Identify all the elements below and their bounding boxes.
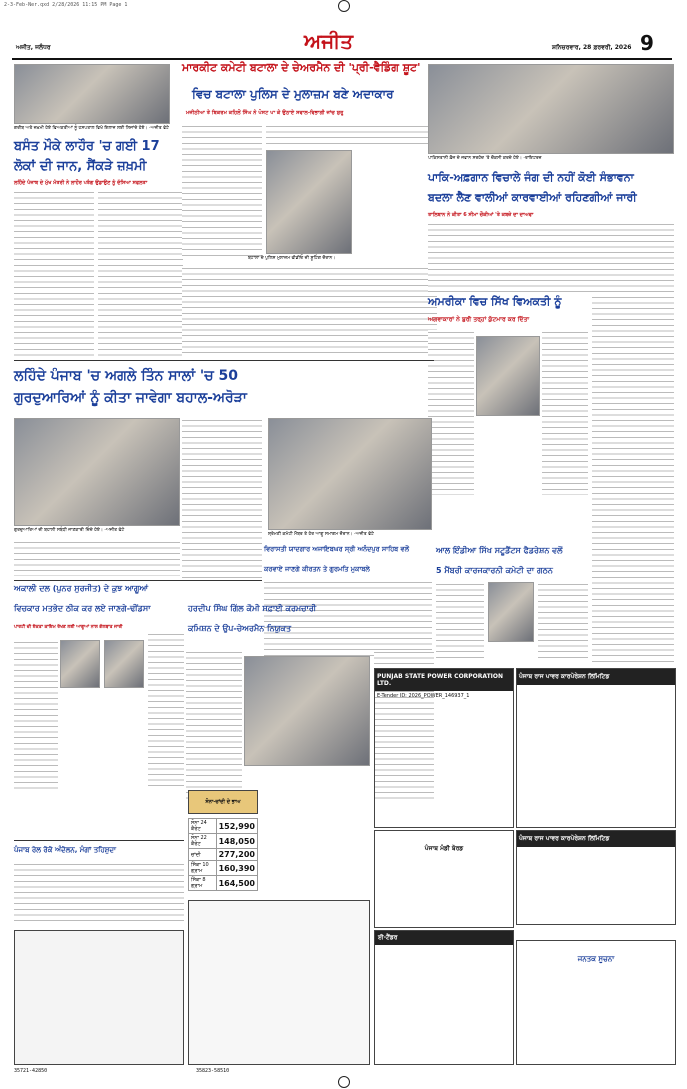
footer-left-code: 35721-42850 <box>14 1068 48 1074</box>
rail-headline: ਪੰਜਾਬ ਰੇਲ ਰੋਕੋ ਅੰਦੋਲਨ, ਮੰਗਾਂ ਤਹਿਸ਼ੁਦਾ <box>14 846 117 854</box>
market-headline-2: ਵਿਚ ਬਟਾਲਾ ਪੁਲਿਸ ਦੇ ਮੁਲਾਜ਼ਮ ਬਣੇ ਅਦਾਕਾਰ <box>192 87 394 101</box>
akali-headline-1: ਅਕਾਲੀ ਦਲ (ਪੁਨਰ ਸੁਰਜੀਤ) ਦੇ ਕੁਝ ਆਗੂਆਂ <box>14 584 149 593</box>
registration-mark-top <box>338 0 350 12</box>
gold-rate-row <box>189 849 258 861</box>
akali-body <box>14 640 58 790</box>
vasant-photo <box>14 64 170 124</box>
federation-headline-1: ਆਲ ਇੰਡੀਆ ਸਿੱਖ ਸਟੂਡੈਂਟਸ ਫੈਡਰੇਸ਼ਨ ਵਲੋਂ <box>436 546 563 555</box>
market-body-2 <box>266 124 436 148</box>
market-photo-caption: ਬਟਾਲਾ ਦੇ ਪੁਲਿਸ ਮੁਲਾਜ਼ਮ ਵੀਡੀਓ ਦੀ ਸ਼ੂਟਿੰਗ ਦੌਰਾਨ। <box>248 256 336 261</box>
market-body-3 <box>182 266 437 356</box>
divider-gurdwara <box>14 360 434 361</box>
pak-afghan-headline-2: ਬਦਲਾ ਲੈਣ ਵਾਲੀਆਂ ਕਾਰਵਾਈਆਂ ਰਹਿਣਗੀਆਂ ਜਾਰੀ <box>428 191 637 204</box>
center-bottom-ad <box>188 900 370 1065</box>
america-headline-2: ਅਗਵਾਕਾਰਾਂ ਨੇ ਬੁਰੀ ਤਰ੍ਹਾਂ ਕੁੱਟਮਾਰ ਕਰ ਦਿੱਤਾ <box>428 316 530 323</box>
right-briefs <box>592 222 674 662</box>
america-body-2 <box>542 330 588 495</box>
gold-rate-value: 152,990 <box>216 819 257 834</box>
vasant-body-2 <box>98 190 183 360</box>
ekjut-photo <box>268 418 432 530</box>
market-body <box>182 124 262 259</box>
vasant-subhead: ਲਹਿੰਦੇ ਪੰਜਾਬ ਦੇ ਮੁੱਖ ਮੰਤਰੀ ਨੇ ਲਾਹੌਰ ਪਤੰਗ ਉਡਾਉਣ ਨੂੰ ਦੱਸਿਆ ਸਫਲਤਾ <box>14 180 148 186</box>
gold-rate-label: ਸਿੱਕਾ 8 ਗ੍ਰਾਮ <box>189 876 217 891</box>
notice-ad <box>374 930 514 1065</box>
akali-photo-1 <box>60 640 100 688</box>
gold-rate-value: 164,500 <box>216 876 257 891</box>
gold-rates-box <box>188 790 258 814</box>
federation-body-2 <box>538 582 588 658</box>
page-number: 9 <box>640 31 654 55</box>
mandi-ad-title: ਪੰਜਾਬ ਮੰਡੀ ਬੋਰਡ <box>424 845 464 852</box>
america-body <box>428 330 474 495</box>
pak-afghan-headline-1: ਪਾਕਿ-ਅਫ਼ਗਾਨ ਵਿਚਾਲੇ ਜੰਗ ਦੀ ਨਹੀਂ ਕੋਈ ਸੰਭਾਵਨਾ <box>428 171 634 184</box>
gold-rate-label: ਚਾਂਦੀ <box>189 849 217 861</box>
public-notice-title: ਜਨਤਕ ਸੂਚਨਾ <box>577 955 615 963</box>
pak-afghan-caption: ਪਾਕਿਸਤਾਨੀ ਫ਼ੌਜ ਦੇ ਜਵਾਨ ਸਰਹੱਦ 'ਤੇ ਚੌਕਸੀ ਕਰਦੇ ਹੋਏ। -ਰਾਇਟਰਜ਼ <box>428 156 542 161</box>
pspcl-punjabi-ad-2 <box>516 830 676 925</box>
registration-mark-bottom <box>338 1076 350 1088</box>
vasant-body <box>14 190 94 360</box>
gurdwara-body-2 <box>14 540 180 576</box>
print-slug: 2-3-Feb-Ner.qxd 2/28/2026 11:15 PM Page 1 <box>4 2 128 8</box>
gold-rate-label: ਸਿੱਕਾ 10 ਗ੍ਰਾਮ <box>189 861 217 876</box>
ekjut-headline-2: ਕਰਵਾਏ ਜਾਣਗੇ ਕੀਰਤਨ ਤੇ ਗੁਰਮਤਿ ਮੁਕਾਬਲੇ <box>264 565 370 573</box>
pspcl-punjabi-ad-title: ਪੰਜਾਬ ਰਾਜ ਪਾਵਰ ਕਾਰਪੋਰੇਸ਼ਨ ਲਿਮਿਟਿਡ <box>517 669 675 685</box>
akali-headline-2: ਵਿਚਕਾਰ ਮਤਭੇਦ ਠੀਕ ਕਰ ਲਏ ਜਾਣਗੇ-ਢੀਂਡਸਾ <box>14 604 151 613</box>
market-subhead: ਮਜੀਠੀਆ ਤੇ ਬਿਕਰਮ ਕਹਿਲੋਂ ਸਿੰਘ ਨੇ ਪੋਸਟ ਪਾ ਕੇ ਉਠਾਏ ਸਵਾਲ-ਵਿਭਾਗੀ ਜਾਂਚ ਸ਼ੁਰੂ <box>186 110 344 116</box>
federation-headline-2: 5 ਮੈਂਬਰੀ ਕਾਰਜਕਾਰਨੀ ਕਮੇਟੀ ਦਾ ਗਠਨ <box>436 566 553 575</box>
gold-rates-table <box>188 818 258 891</box>
pspcl-punjabi-ad <box>516 668 676 828</box>
commission-headline-1: ਹਰਦੀਪ ਸਿੰਘ ਗਿੱਲ ਕੌਮੀ ਸਫ਼ਾਈ ਕਰਮਚਾਰੀ <box>188 604 317 613</box>
ekjut-body <box>264 580 432 658</box>
market-headline-1: ਮਾਰਕੀਟ ਕਮੇਟੀ ਬਟਾਲਾ ਦੇ ਚੇਅਰਮੈਨ ਦੀ 'ਪ੍ਰੀ-ਵੈਡਿੰਗ ਸ਼ੂਟ' <box>182 61 421 74</box>
left-bottom-ad <box>14 930 184 1065</box>
notice-ad-title: ਈ-ਟੈਂਡਰ <box>375 931 513 945</box>
america-headline-1: ਅਮਰੀਕਾ ਵਿਚ ਸਿੱਖ ਵਿਅਕਤੀ ਨੂੰ <box>428 295 562 308</box>
divider-rail <box>14 840 184 841</box>
gold-rate-label: ਸੋਨਾ 24 ਕੈਰੇਟ <box>189 819 217 834</box>
ekjut-headline-1: ਵਿਰਾਸਤੀ ਯਾਦਗਾਰ ਅਜਾਇਬਘਰ ਸ੍ਰੀ ਅਨੰਦਪੁਰ ਸਾਹਿਬ ਵਲੋਂ <box>264 545 409 553</box>
commission-body <box>186 650 242 800</box>
pspcl-ad <box>374 668 514 828</box>
vasant-caption: ਗਰੀਬ ਅਤੇ ਜ਼ਖ਼ਮੀ ਹੋਏ ਵਿਅਕਤੀਆਂ ਨੂੰ ਹਸਪਤਾਲ ਵਿਖੇ ਇਲਾਜ ਲਈ ਲਿਜਾਂਦੇ ਹੋਏ। -ਅਜੀਤ ਫੋਟੋ <box>14 126 169 131</box>
paper-title: ਅਜੀਤ <box>304 29 354 53</box>
vasant-headline-1: ਬਸੰਤ ਮੌਕੇ ਲਾਹੌਰ 'ਚ ਗਈ 17 <box>14 139 160 154</box>
commission-headline-2: ਕਮਿਸ਼ਨ ਦੇ ਉਪ-ਚੇਅਰਮੈਨ ਨਿਯੁਕਤ <box>188 624 292 633</box>
mandi-ad <box>374 830 514 928</box>
pspcl-tender-no: E-Tender ID: 2026_POWER_146937_1 <box>377 693 470 699</box>
gurdwara-headline-1: ਲਹਿੰਦੇ ਪੰਜਾਬ 'ਚ ਅਗਲੇ ਤਿੰਨ ਸਾਲਾਂ 'ਚ 50 <box>14 368 239 384</box>
akali-subhead: ਪਾਰਟੀ ਦੀ ਏਕਤਾ ਕਾਇਮ ਰੱਖਣ ਲਈ ਆਗੂਆਂ ਨਾਲ ਗੱਲਬਾਤ ਜਾਰੀ <box>14 625 123 630</box>
vasant-headline-2: ਲੋਕਾਂ ਦੀ ਜਾਨ, ਸੈਂਕੜੇ ਜ਼ਖ਼ਮੀ <box>14 159 147 174</box>
pspcl-punjabi-ad-2-title: ਪੰਜਾਬ ਰਾਜ ਪਾਵਰ ਕਾਰਪੋਰੇਸ਼ਨ ਲਿਮਿਟਿਡ <box>517 831 675 847</box>
federation-body <box>436 582 484 658</box>
rail-body <box>14 862 184 922</box>
pak-afghan-photo <box>428 64 674 154</box>
ekjut-photo-caption: ਸ਼੍ਰੋਮਣੀ ਕਮੇਟੀ ਮੈਂਬਰ ਤੇ ਹੋਰ ਆਗੂ ਸਮਾਗਮ ਦੌਰਾਨ। -ਅਜੀਤ ਫੋਟੋ <box>268 532 374 537</box>
pak-afghan-subhead: ਤਾਲਿਬਾਨ ਨੇ ਕੀਤਾ 6 ਸੀਮਾ ਚੌਕੀਆਂ 'ਤੇ ਕਬਜ਼ੇ ਦਾ ਦਾਅਵਾ <box>428 212 534 218</box>
pspcl-ad-title: PUNJAB STATE POWER CORPORATION LTD. <box>375 669 513 691</box>
commission-photo <box>244 656 370 766</box>
market-photo <box>266 150 352 254</box>
gold-rates-title: ਸੋਨਾ-ਚਾਂਦੀ ਦੇ ਭਾਅ <box>205 799 241 805</box>
gold-rate-value: 148,050 <box>216 834 257 849</box>
gold-rate-row <box>189 876 258 891</box>
page-date: ਸ਼ਨਿਚਰਵਾਰ, 28 ਫ਼ਰਵਰੀ, 2026 <box>552 44 632 51</box>
gurdwara-body <box>182 418 262 578</box>
divider-akali <box>14 580 262 581</box>
gurdwara-photo-caption: ਗੁਰਦੁਆਰਿਆਂ ਦੀ ਬਹਾਲੀ ਸਬੰਧੀ ਜਾਣਕਾਰੀ ਦਿੰਦੇ ਹੋਏ। -ਅਜੀਤ ਫੋਟੋ <box>14 528 125 533</box>
gold-rate-label: ਸੋਨਾ 22 ਕੈਰੇਟ <box>189 834 217 849</box>
akali-body-2 <box>148 632 184 790</box>
america-photo <box>476 336 540 416</box>
gurdwara-photo <box>14 418 180 526</box>
gold-rate-value: 277,200 <box>216 849 257 861</box>
gurdwara-headline-2: ਗੁਰਦੁਆਰਿਆਂ ਨੂੰ ਕੀਤਾ ਜਾਵੇਗਾ ਬਹਾਲ-ਅਰੋੜਾ <box>14 390 247 406</box>
footer-mid-code: 35823-58510 <box>196 1068 230 1074</box>
federation-photo <box>488 582 534 642</box>
gold-rate-row <box>189 819 258 834</box>
masthead <box>12 30 672 60</box>
akali-photo-2 <box>104 640 144 688</box>
gold-rate-row <box>189 834 258 849</box>
section-label: ਅਜੀਤ, ਜਲੰਧਰ <box>16 44 51 51</box>
public-notice-ad <box>516 940 676 1065</box>
gold-rate-value: 160,390 <box>216 861 257 876</box>
gold-rate-row <box>189 861 258 876</box>
